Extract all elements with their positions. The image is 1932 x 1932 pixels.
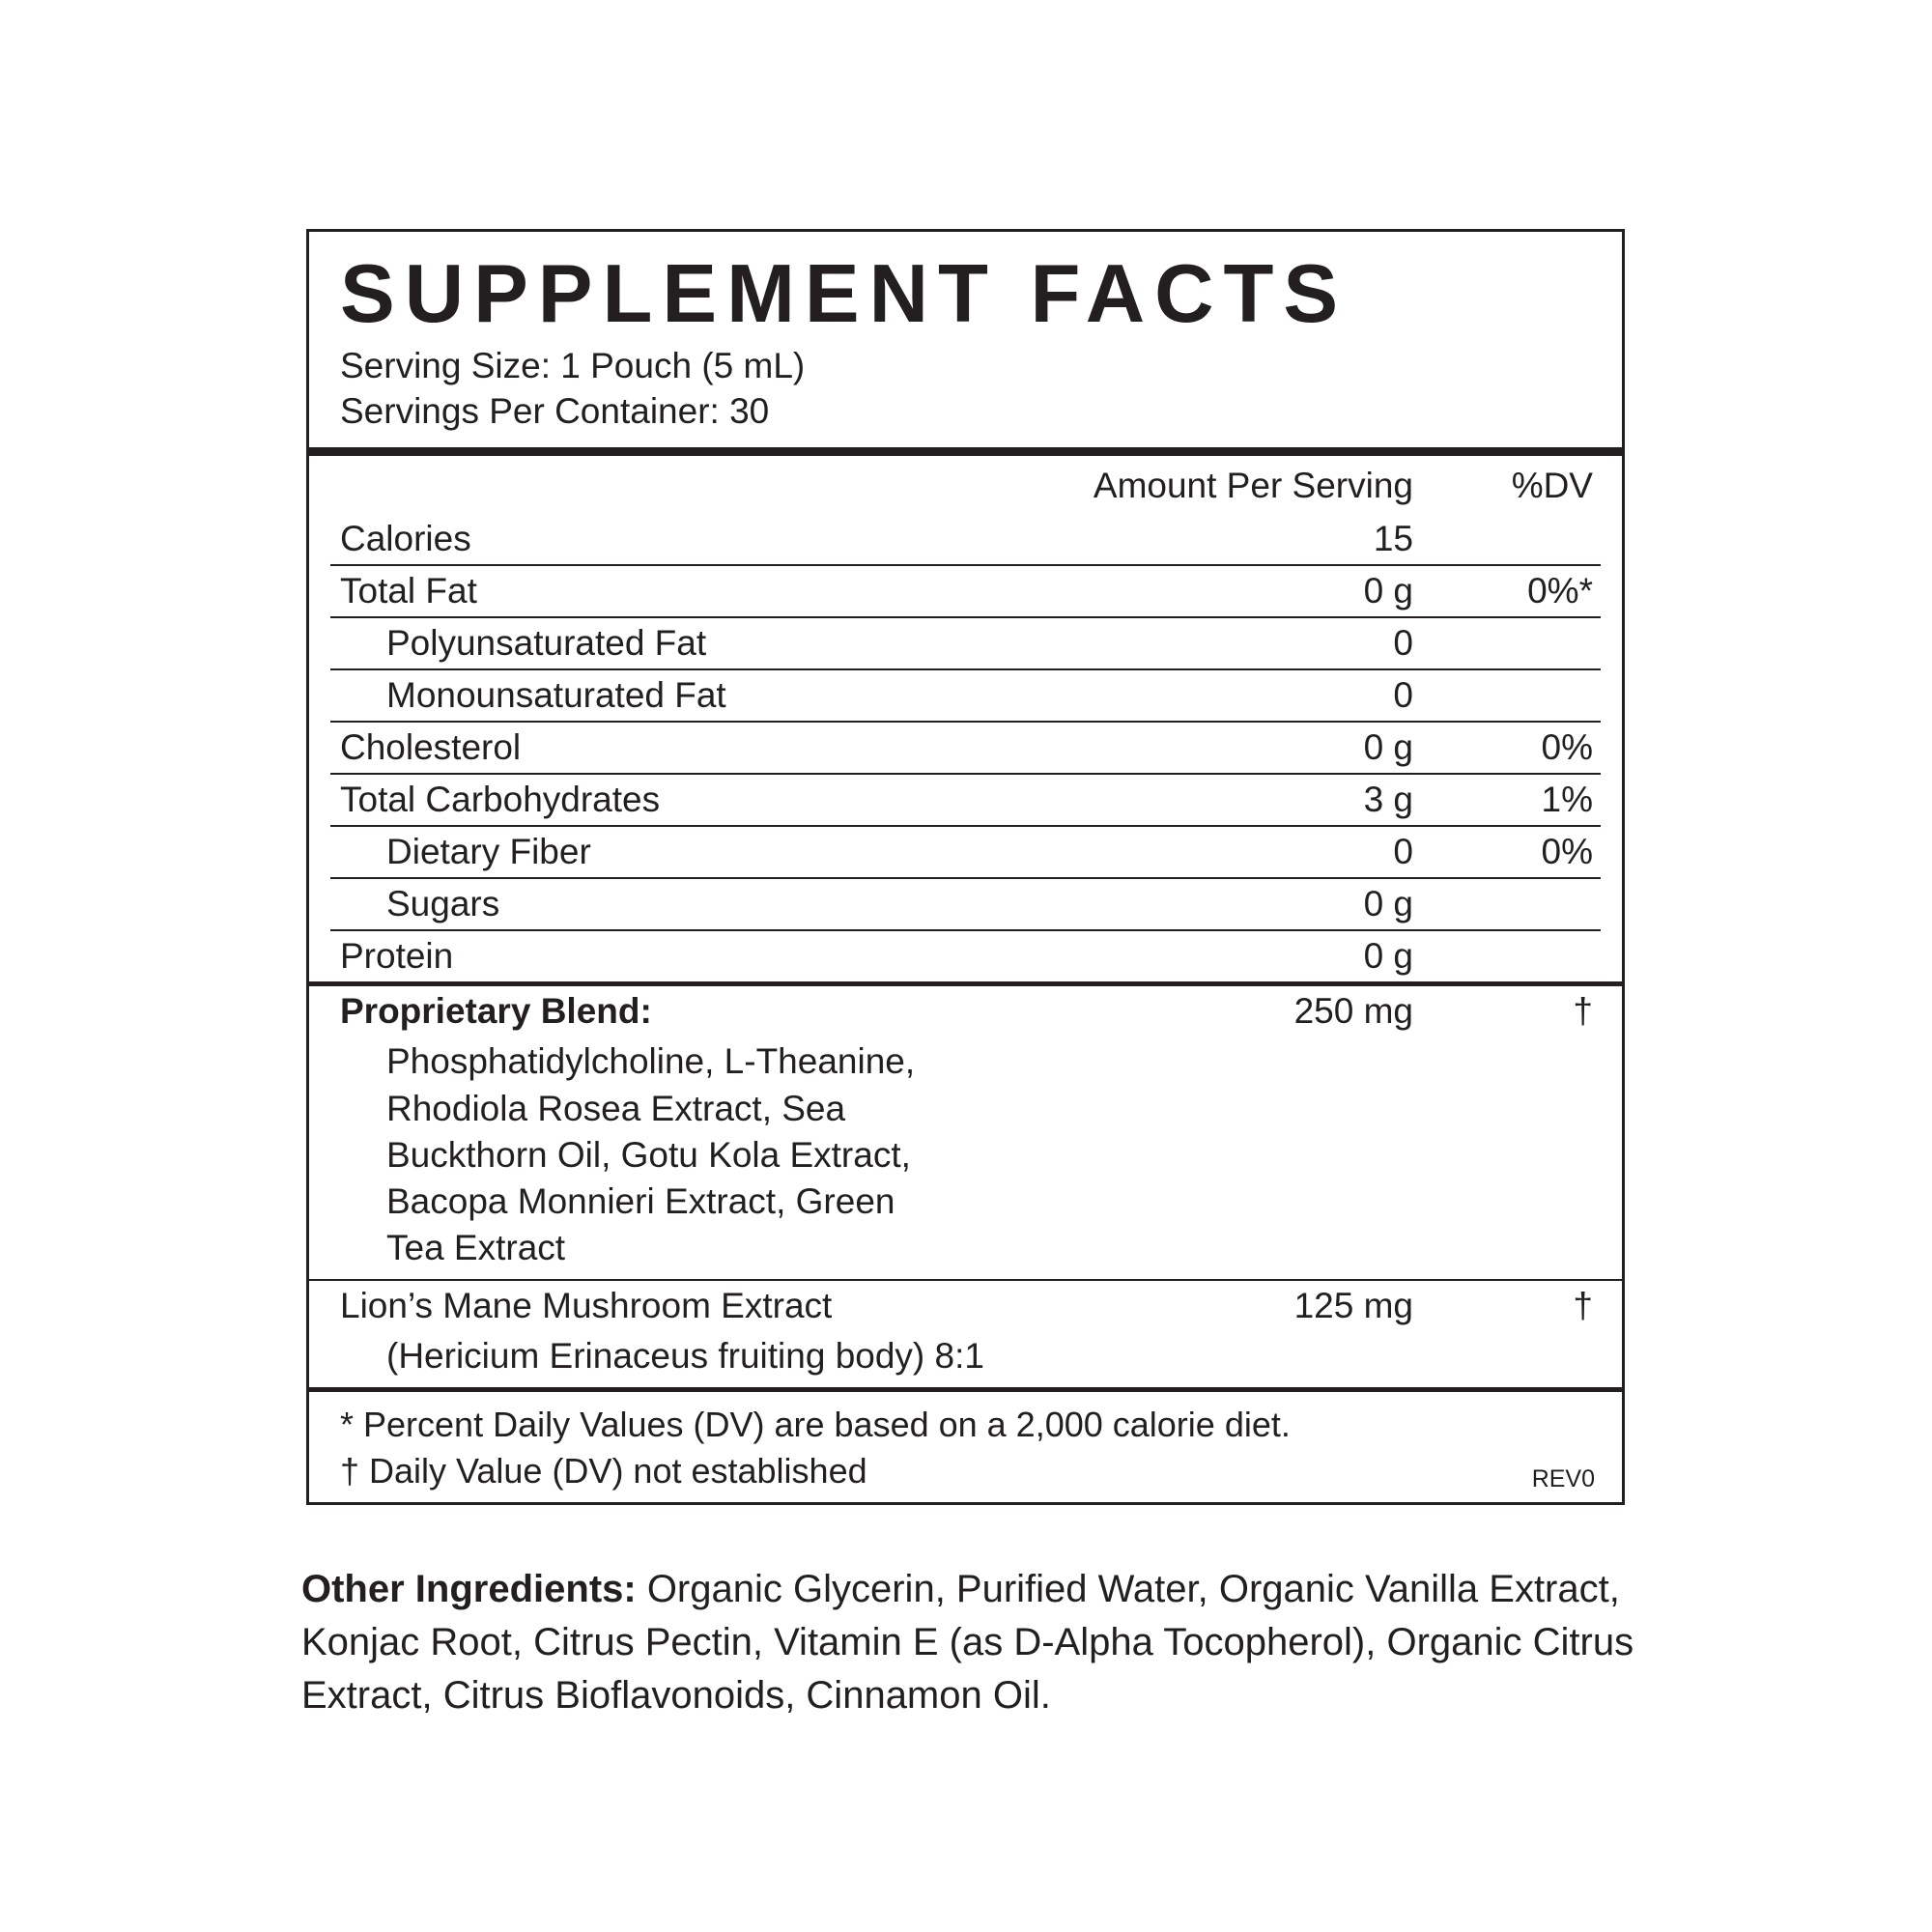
table-row xyxy=(330,878,1601,930)
row-label: Sugars xyxy=(330,878,1094,930)
row-dv: 0%* xyxy=(1419,565,1601,617)
row-amount: 3 g xyxy=(1094,774,1419,826)
row-dv xyxy=(1419,878,1601,930)
table-row xyxy=(330,826,1601,878)
blend-ingredient-line: Bacopa Monnieri Extract, Green xyxy=(386,1180,895,1221)
row-dv: 0% xyxy=(1419,826,1601,878)
blend-row xyxy=(330,986,1601,1037)
revision-code: REV0 xyxy=(1531,1465,1595,1493)
blend-dv: † xyxy=(1573,991,1593,1032)
lions-mane-row xyxy=(330,1281,1601,1331)
table-row xyxy=(330,774,1601,826)
servings-per-container: Servings Per Container: 30 xyxy=(340,391,770,432)
table-row xyxy=(330,722,1601,774)
row-label: Calories xyxy=(330,514,1094,565)
header-spacer xyxy=(330,456,1094,514)
row-amount: 0 g xyxy=(1094,722,1419,774)
header-amount-per-serving: Amount Per Serving xyxy=(1093,466,1413,506)
row-amount: 0 g xyxy=(1094,565,1419,617)
blend-ingredient-line: Buckthorn Oil, Gotu Kola Extract, xyxy=(386,1134,911,1175)
row-amount: 15 xyxy=(1094,514,1419,565)
lions-mane-table xyxy=(330,1281,1601,1331)
serving-size: Serving Size: 1 Pouch (5 mL) xyxy=(340,345,806,385)
row-amount: 0 xyxy=(1094,617,1419,669)
table-row xyxy=(330,930,1601,981)
blend-label: Proprietary Blend: xyxy=(340,991,652,1032)
lions-mane-amount: 125 mg xyxy=(1293,1285,1413,1325)
footnotes xyxy=(330,1392,1601,1502)
row-label: Polyunsaturated Fat xyxy=(330,617,1094,669)
blend-ingredient-line: Phosphatidylcholine, L-Theanine, xyxy=(386,1041,916,1082)
blend-amount: 250 mg xyxy=(1293,991,1413,1032)
footnote-daily-values: * Percent Daily Values (DV) are based on a 2,000 calorie diet. xyxy=(340,1404,1291,1444)
divider-thick-top xyxy=(309,447,1622,456)
row-dv xyxy=(1419,669,1601,722)
row-amount: 0 g xyxy=(1363,936,1413,977)
row-dv xyxy=(1419,930,1601,981)
supplement-facts-panel xyxy=(306,229,1625,1505)
blend-ingredient-line: Tea Extract xyxy=(386,1227,566,1267)
table-row xyxy=(330,669,1601,722)
lions-mane-dv: † xyxy=(1573,1285,1593,1325)
other-ingredients-text: Organic Glycerin, Purified Water, Organic Vanilla Extract, Konjac Root, Citrus Pectin, Vitamin E (as D-Alpha Tocopherol), Organic Citrus Extract, Citrus Bioflavonoids, Cinnamon Oil. xyxy=(301,1568,1634,1718)
other-ingredients-label: Other Ingredients: xyxy=(301,1568,637,1610)
blend-ingredient-line: Rhodiola Rosea Extract, Sea xyxy=(386,1088,846,1128)
serving-info xyxy=(330,343,1601,448)
other-ingredients xyxy=(301,1563,1654,1723)
lions-mane-label: Lion’s Mane Mushroom Extract xyxy=(340,1285,833,1325)
table-row xyxy=(330,617,1601,669)
row-label: Monounsaturated Fat xyxy=(330,669,1094,722)
lions-mane-subtitle: (Hericium Erinaceus fruiting body) 8:1 xyxy=(386,1335,984,1376)
row-label: Cholesterol xyxy=(330,722,1094,774)
blend-ingredients xyxy=(330,1037,1601,1270)
row-amount: 0 xyxy=(1094,826,1419,878)
table-row xyxy=(330,514,1601,565)
row-label: Dietary Fiber xyxy=(330,826,1094,878)
footnote-dv-not-established: † Daily Value (DV) not established xyxy=(340,1450,867,1491)
table-row xyxy=(330,565,1601,617)
row-amount: 0 g xyxy=(1094,878,1419,930)
row-dv xyxy=(1419,514,1601,565)
row-label: Protein xyxy=(340,936,454,977)
header-percent-dv: %DV xyxy=(1511,466,1593,506)
panel-title: SUPPLEMENT FACTS xyxy=(340,248,1349,340)
row-label: Total Carbohydrates xyxy=(330,774,1094,826)
table-header-row xyxy=(330,456,1601,514)
nutrition-table xyxy=(330,456,1601,981)
row-dv xyxy=(1419,617,1601,669)
row-amount: 0 xyxy=(1094,669,1419,722)
proprietary-blend-table xyxy=(330,986,1601,1037)
row-dv: 1% xyxy=(1419,774,1601,826)
row-dv: 0% xyxy=(1419,722,1601,774)
row-label: Total Fat xyxy=(330,565,1094,617)
